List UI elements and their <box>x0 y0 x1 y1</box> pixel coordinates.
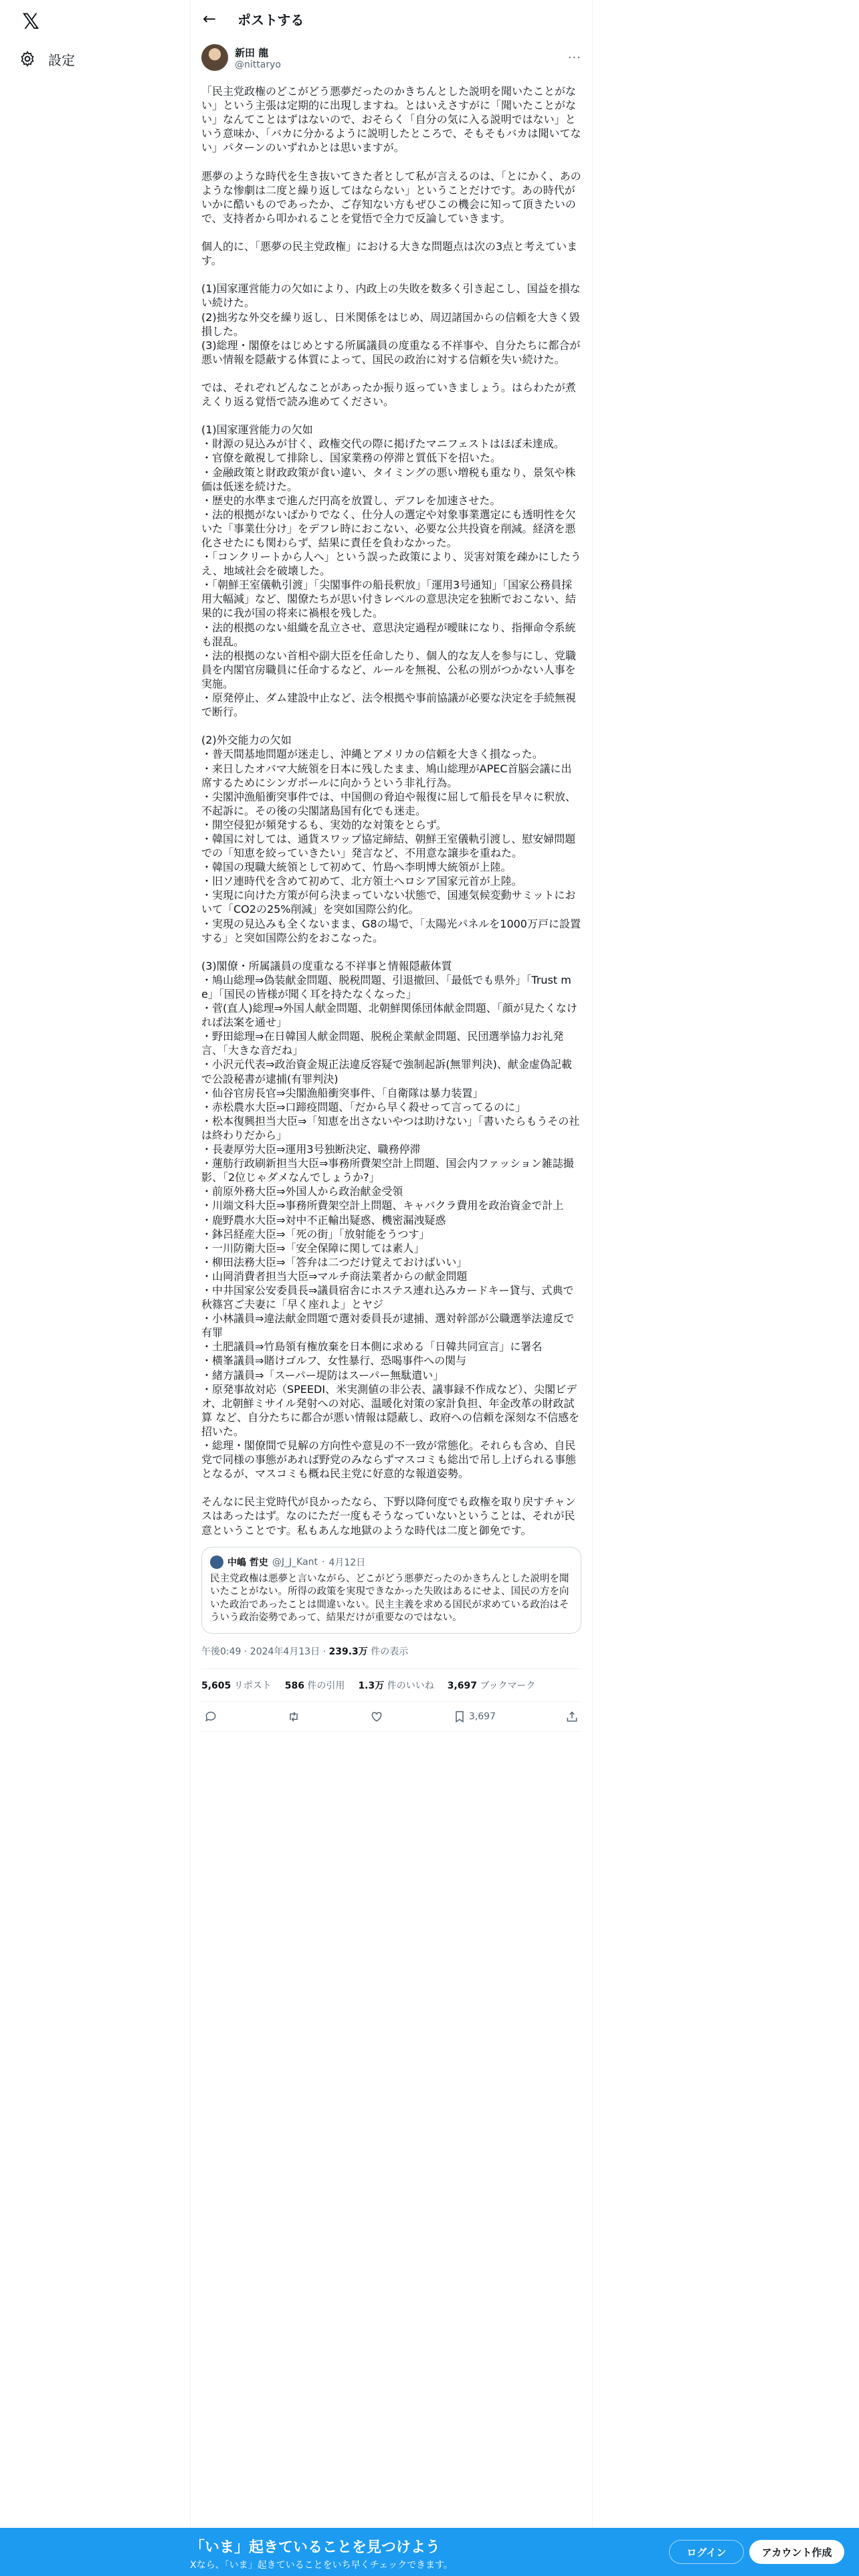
more-options-icon[interactable]: ··· <box>567 50 581 65</box>
main-column <box>190 0 593 2576</box>
signup-banner <box>0 2528 859 2576</box>
top-bar <box>191 0 592 37</box>
left-nav <box>0 0 190 2576</box>
x-logo-icon[interactable]: 𝕏 <box>22 9 39 34</box>
page-title: ポストする <box>237 11 304 28</box>
signup-button[interactable]: アカウント作成 <box>749 2540 844 2564</box>
quote-avatar <box>210 1555 223 1569</box>
avatar[interactable] <box>201 44 228 71</box>
share-icon <box>565 1710 579 1723</box>
quote-date: 4月12日 <box>328 1557 366 1568</box>
nav-settings[interactable] <box>19 47 75 71</box>
quote-stat[interactable]: 586 件の引用 <box>284 1680 345 1691</box>
post <box>191 37 592 1732</box>
quote-author-handle: @J_J_Kant <box>272 1556 318 1568</box>
repost-stat[interactable]: 5,605 リポスト <box>201 1680 272 1691</box>
reply-icon <box>204 1710 217 1723</box>
bookmark-button[interactable] <box>453 1710 496 1723</box>
quote-author-name: 中嶋 哲史 <box>227 1557 268 1568</box>
gear-icon <box>19 50 36 68</box>
divider <box>201 1731 581 1732</box>
view-count: 239.3万 <box>328 1646 368 1657</box>
banner-title: 「いま」起きていることを見つけよう <box>190 2539 441 2556</box>
action-bar <box>201 1702 581 1731</box>
share-button[interactable] <box>565 1710 579 1723</box>
post-text: 「民主党政権のどこがどう悪夢だったのかきちんとした説明を聞いたことがない」という主張は定期的に出現しますね。とはいえさすがに「聞いたことがない」なんてことはずはないので、おそらく「自分の気に入る説明ではない」という意味か、「バカに分かるように説明したところで、そもそもバカは聞いてない」パターンのいずれかとは思いますが。 悪夢のような時代を生き抜いてきた者として私が言えるのは、「とにかく、あのような惨劇は二度と繰り返してはならない」ということだけです。あの時代がいかに酷いものであったか、ご存知ない方もぜひこの機会に知って頂きたいので、支持者から叩かれることを覚悟で全力で反論していきます。 個人的に、「悪夢の民主党政権」における大きな問題点は次の3点と考えています。 (1)国家運営能力の欠如により、内政上の失敗を数多く引き起こし、国益を損ない続けた。 (2)拙劣な外交を繰り返し、日米関係をはじめ、周辺諸国からの信頼を大きく毀損した。 (3)総理・閣僚をはじめとする所属議員の度重なる不祥事や、自分たちに都合が悪い情報を隠蔽する体質によって、国民の政治に対する信頼を失い続けた。 では、それぞれどんなことがあったか振り返っていきましょう。はらわたが煮えくり返る覚悟で読み進めてください。 (1)国家運営能力の欠如 ・財源の見込みが甘く、政権交代の際に掲げたマニフェストはほぼ未達成。 ・官僚を敵視して排除し、国家業務の停滞と質低下を招いた。 ・金融政策と財政政策が食い違い、タイミングの悪い増税も重なり、景気や株価は低迷を続けた。 ・歴史的水準まで進んだ円高を放置し、デフレを加速させた。 ・法的根拠がないばかりでなく、仕分人の選定や対象事業選定にも透明性を欠いた「事業仕分け」をデフレ時におこない、必要な公共投資を削減。経済を悪化させたにも関わらず、結果に責任を負わなかった。 ・「コンクリートから人へ」という誤った政策により、災害対策を疎かにしたうえ、地域社会を破壊した。 ・「朝鮮王室儀軌引渡」「尖閣事件の船長釈放」「運用3号通知」「国家公務員採用大幅減」など、閣僚たちが思い付きレベルの意思決定を独断でおこない、結果的に我が国の将来に禍根を残した。 ・法的根拠のない組織を乱立させ、意思決定過程が曖昧になり、指揮命令系統も混乱。 ・法的根拠のない首相や副大臣を任命したり、個人的な友人を参与にし、党職員を内閣官房職員に任命するなど、ルールを無視、公私の別がつかない人事を実施。 ・原発停止、ダム建設中止など、法令根拠や事前協議が必要な決定を手続無視で断行。 (2)外交能力の欠如 ・普天間基地問題が迷走し、沖縄とアメリカの信頼を大きく損なった。 ・来日したオバマ大統領を日本に残したまま、鳩山総理がAPEC首脳会議に出席するためにシンガポールに向かうという非礼行為。 ・尖閣沖漁船衝突事件では、中国側の脅迫や報復に屈して船長を早々に釈放、不起訴に。その後の尖閣諸島国有化でも迷走。 ・開空侵犯が頻発するも、実効的な対策をとらず。 ・韓国に対しては、通貨スワップ協定締結、朝鮮王室儀軌引渡し、慰安婦問題での「知恵を絞っていきたい」発言など、不用意な譲歩を重ねた。 ・韓国の現職大統領として初めて、竹島へ李明博大統領が上陸。 ・旧ソ連時代を含めて初めて、北方領土へロシア国家元首が上陸。 ・実現に向けた方策が何ら決まっていない状態で、国連気候変動サミットにおいて「CO2の25%削減」を突如国際公約化。 ・実現の見込みも全くないまま、G8の場で、「太陽光パネルを1000万戸に設置する」と突如国際公約をおこなった。 (3)閣僚・所属議員の度重なる不祥事と情報隠蔽体質 ・鳩山総理⇒偽装献金問題、脱税問題、引退撤回、「最低でも県外」「Trust me」「国民の皆様が聞く耳を持たなくなった」 ・菅(直人)総理⇒外国人献金問題、北朝鮮関係団体献金問題、「顔が見たくなければ法案を通せ」 ・野田総理⇒在日韓国人献金問題、脱税企業献金問題、民団選挙協力お礼発言、「大きな音だね」 ・小沢元代表⇒政治資金規正法違反容疑で強制起訴(無罪判決)、献金虚偽記載で公設秘書が逮捕(有罪判決) ・仙谷官房長官⇒尖閣漁船衝突事件、「自衛隊は暴力装置」 ・赤松農水大臣⇒口蹄疫問題、「だから早く殺せって言ってるのに」 ・松本復興担当大臣⇒「知恵を出さないやつは助けない」「書いたらもうその社は終わりだから」 ・長妻厚労大臣⇒運用3号独断決定、職務停滞 ・蓮舫行政刷新担当大臣⇒事務所費架空計上問題、国会内ファッション雑誌撮影、「2位じゃダメなんでしょうか?」 ・前原外務大臣⇒外国人から政治献金受領 ・川端文科大臣⇒事務所費架空計上問題、キャバクラ費用を政治資金で計上 ・鹿野農水大臣⇒対中不正輸出疑惑、機密漏洩疑惑 ・鉢呂経産大臣⇒「死の街」「放射能をうつす」 ・一川防衛大臣⇒「安全保障に関しては素人」 ・柳田法務大臣⇒「答弁は二つだけ覚えておけばいい」 ・山岡消費者担当大臣⇒マルチ商法業者からの献金問題 ・中井国家公安委員長⇒議員宿舎にホステス連れ込みカードキー貸与、式典で秋篠宮ご夫妻に「早く座れよ」とヤジ ・小林議員⇒違法献金問題で選対委員長が逮捕、選対幹部が公職選挙法違反で有罪 ・土肥議員⇒竹島領有権放棄を日本側に求める「日韓共同宣言」に署名 ・横峯議員⇒賭けゴルフ、女性暴行、恐喝事件への関与 ・緒方議員⇒「スーパー堤防はスーパー無駄遣い」 ・原発事故対応（SPEEDI、米実測値の非公表、議事録不作成など）、尖閣ビデオ、北朝鮮ミサイル発射への対応、温暖化対策の家計負担、年金改革の財政試算 など、自分たちに都合が悪い情報は隠蔽し、政府への信頼を深刻な不信感を招いた。 ・総理・閣僚間で見解の方向性や意見の不一致が常態化。それらも含め、自民党で同様の事態があれば野党のみならずマスコミも総出で吊し上げられる事態となるが、マスコミも概ね民主党に好意的な報道姿勢。 そんなに民主党時代が良かったなら、下野以降何度でも政権を取り戻すチャンスはあったはず。なのにただ一度もそうなっていないということは、それが民意ということです。私もあんな地獄のような時代は二度と御免です。 <box>201 85 581 1537</box>
bookmark-icon <box>453 1710 466 1723</box>
post-author <box>201 41 581 74</box>
nav-settings-label: 設定 <box>48 51 75 68</box>
post-time[interactable]: 午後0:49 · 2024年4月13日 · <box>201 1646 329 1657</box>
login-button[interactable]: ログイン <box>669 2540 744 2564</box>
back-arrow-icon[interactable]: ← <box>202 9 217 28</box>
repost-button[interactable] <box>287 1710 300 1723</box>
bookmark-count: 3,697 <box>468 1711 496 1722</box>
author-name[interactable]: 新田 龍 <box>235 46 269 59</box>
post-timestamp <box>201 1644 581 1658</box>
quoted-post[interactable]: 中嶋 哲史 @J_J_Kant · 4月12日 民主党政権は悪夢と言いながら、どこがどう悪夢だったのかきちんとした説明を聞いたことがない。所得の政策を実現できなかった失敗はあるにせよ、国民の方を向いた政治であったことは間違いない。民主主義を求める国民が求めている政治はそういう政治姿勢であって、結果だけが重要なのではない。 <box>201 1547 581 1634</box>
heart-icon <box>370 1710 383 1723</box>
banner-subtitle: Xなら、「いま」起きていることをいち早くチェックできます。 <box>190 2560 454 2571</box>
reply-button[interactable] <box>204 1710 217 1723</box>
engagement-stats <box>201 1669 581 1701</box>
bookmark-stat[interactable]: 3,697 ブックマーク <box>447 1680 536 1691</box>
repost-icon <box>287 1710 300 1723</box>
author-handle[interactable]: @nittaryo <box>235 59 281 70</box>
quote-text: 民主党政権は悪夢と言いながら、どこがどう悪夢だったのかきちんとした説明を聞いたことがない。所得の政策を実現できなかった失敗はあるにせよ、国民の方を向いた政治であったことは間違いない。民主主義を求める国民が求めている政治はそういう政治姿勢であって、結果だけが重要なのではない。 <box>210 1573 569 1624</box>
view-count-label: 件の表示 <box>367 1646 409 1657</box>
like-button[interactable] <box>370 1710 383 1723</box>
like-stat[interactable]: 1.3万 件のいいね <box>358 1680 434 1691</box>
